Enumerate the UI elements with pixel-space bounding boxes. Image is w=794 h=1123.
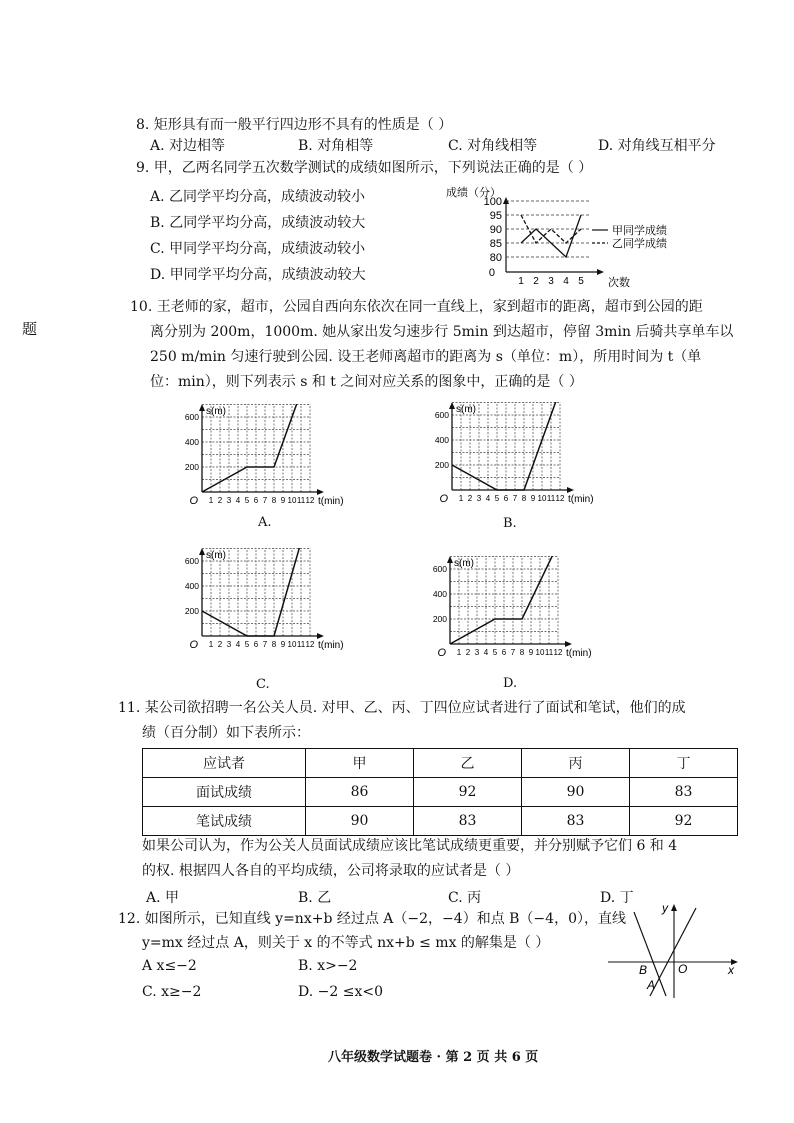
q12-option-d: D. −2 ≤x<0 (298, 984, 383, 1000)
x-tick-label: 12 (305, 496, 315, 505)
q9-score-chart (440, 182, 740, 290)
x-tick-label: 5 (244, 640, 250, 649)
table-cell: 笔试成绩 (143, 807, 306, 836)
x-axis-arrow (565, 641, 572, 647)
q10-stem-line4: 位：min），则下列表示 s 和 t 之间对应关系的图象中，正确的是（ ） (150, 374, 583, 390)
x-tick-label: 12 (305, 640, 315, 649)
y-axis-label: s(m) (206, 550, 226, 561)
x-tick-label: 6 (501, 648, 507, 657)
q9-y-axis-label: 成绩（分） (446, 187, 501, 199)
q11-option-b: B. 乙 (298, 890, 332, 906)
q9-x-tick-label: 1 (518, 276, 524, 287)
y-tick-label: 400 (434, 435, 449, 445)
y-tick-label: 200 (184, 606, 199, 616)
x-axis-arrow (317, 633, 324, 639)
q9-y-zero: 0 (488, 267, 495, 279)
q11-score-table (142, 748, 738, 836)
q11-stem-line1: 11. 某公司欲招聘一名公关人员. 对甲、乙、丙、丁四位应试者进行了面试和笔试，他们的成 (118, 700, 686, 716)
x-axis-label: t(min) (318, 640, 344, 651)
x-tick-label: 7 (262, 496, 268, 505)
y-axis-label: s(m) (454, 558, 474, 569)
table-row (143, 778, 738, 807)
q9-option-b: B. 乙同学平均分高，成绩波动较大 (150, 215, 366, 231)
q10-graph-a (172, 404, 362, 516)
table-cell: 83 (522, 807, 630, 836)
q10-graph-a-label: A. (258, 515, 272, 530)
x-tick-label: 2 (465, 648, 471, 657)
q8-option-d: D. 对角线互相平分 (598, 138, 716, 154)
q12-point-a-label: A (647, 978, 656, 992)
q9-series-jia-line (521, 215, 581, 257)
q11-option-c: C. 丙 (448, 890, 482, 906)
q9-y-tick-label: 85 (489, 238, 502, 250)
origin-label: O (439, 493, 448, 505)
q9-x-tick-label: 2 (533, 276, 539, 287)
q12-line-mx (650, 908, 696, 996)
x-axis-label: t(min) (318, 496, 344, 507)
x-tick-label: 3 (476, 494, 482, 503)
table-cell: 面试成绩 (143, 778, 306, 807)
x-tick-label: 11 (544, 648, 554, 657)
table-header-cell: 乙 (414, 749, 522, 778)
q9-y-tick-label: 90 (489, 224, 502, 236)
q12-figure (604, 900, 744, 1000)
table-header-cell: 丁 (630, 749, 738, 778)
q9-option-d: D. 甲同学平均分高，成绩波动较大 (150, 267, 366, 283)
x-tick-label: 2 (217, 496, 223, 505)
x-tick-label: 11 (546, 494, 556, 503)
y-tick-label: 600 (184, 412, 199, 422)
q10-stem-line2: 离分别为 200m，1000m. 她从家出发匀速步行 5min 到达超市，停留 3min 后骑共享单车以 (150, 324, 734, 340)
q9-stem: 9. 甲，乙两名同学五次数学测试的成绩如图所示，下列说法正确的是（ ） (136, 160, 593, 176)
x-tick-label: 3 (226, 496, 232, 505)
table-cell: 92 (630, 807, 738, 836)
x-tick-label: 5 (244, 496, 250, 505)
table-cell: 83 (630, 778, 738, 807)
x-axis-arrow (567, 487, 574, 493)
q12-y-arrow (671, 904, 677, 911)
q11-after-line1: 如果公司认为，作为公关人员面试成绩应该比笔试成绩更重要，并分别赋予它们 6 和 4 (142, 838, 678, 854)
x-axis-label: t(min) (566, 648, 592, 659)
margin-char: 题 (22, 320, 38, 338)
q9-x-tick-label: 5 (578, 276, 584, 287)
q10-graph-d (420, 556, 610, 668)
q10-graph-b (422, 402, 612, 514)
origin-label: O (189, 639, 198, 651)
q9-y-tick-label: 100 (483, 196, 502, 208)
y-tick-label: 200 (432, 614, 447, 624)
x-tick-label: 10 (535, 648, 545, 657)
x-tick-label: 4 (485, 494, 491, 503)
q10-stem-line3: 250 m/min 匀速行驶到公园. 设王老师离超市的距离为 s（单位：m），所用时间为 t（单 (150, 349, 702, 365)
q9-x-tick-label: 3 (548, 276, 554, 287)
table-header-cell: 甲 (306, 749, 414, 778)
y-axis-label: s(m) (456, 404, 476, 415)
q12-option-c: C. x≥−2 (142, 984, 202, 1000)
x-tick-label: 7 (510, 648, 516, 657)
x-tick-label: 9 (280, 496, 286, 505)
x-tick-label: 4 (483, 648, 489, 657)
table-row (143, 807, 738, 836)
table-cell: 90 (306, 807, 414, 836)
y-tick-label: 200 (434, 460, 449, 470)
q9-option-c: C. 甲同学平均分高，成绩波动较小 (150, 241, 366, 257)
y-tick-label: 600 (434, 410, 449, 420)
x-tick-label: 3 (474, 648, 480, 657)
q10-graph-c (172, 548, 362, 660)
q9-y-tick-label: 95 (489, 210, 502, 222)
q10-graph-b-label: B. (503, 516, 517, 531)
q9-y-arrow (503, 197, 509, 204)
q12-stem-line2: y=mx 经过点 A，则关于 x 的不等式 nx+b ≤ mx 的解集是（ ） (142, 935, 550, 951)
x-tick-label: 6 (253, 640, 259, 649)
x-tick-label: 7 (512, 494, 518, 503)
x-tick-label: 12 (553, 648, 563, 657)
x-tick-label: 11 (296, 496, 306, 505)
q9-x-tick-label: 4 (563, 276, 569, 287)
x-tick-label: 3 (226, 640, 232, 649)
x-tick-label: 1 (208, 496, 214, 505)
page-footer: 八年级数学试题卷 · 第 2 页 共 6 页 (328, 1050, 539, 1065)
x-tick-label: 6 (253, 496, 259, 505)
x-tick-label: 5 (494, 494, 500, 503)
q10-graph-c-label: C. (256, 677, 270, 692)
table-cell: 83 (414, 807, 522, 836)
q9-x-axis-label: 次数 (608, 277, 630, 289)
x-tick-label: 10 (287, 496, 297, 505)
q11-after-line2: 的权. 根据四人各自的平均成绩，公司将录取的应试者是（ ） (142, 863, 520, 879)
q12-point-b-label: B (639, 963, 648, 977)
q10-stem-line1: 10. 王老师的家，超市，公园自西向东依次在同一直线上，家到超市的距离，超市到公园的距 (130, 299, 703, 315)
q12-origin-label: O (678, 962, 688, 976)
y-axis-label: s(m) (206, 406, 226, 417)
q12-x-label: x (728, 963, 734, 977)
table-header-cell: 丙 (522, 749, 630, 778)
origin-label: O (189, 495, 198, 507)
q9-legend-entry: 甲同学成绩 (612, 225, 667, 237)
x-tick-label: 12 (555, 494, 565, 503)
x-tick-label: 4 (235, 496, 241, 505)
x-tick-label: 9 (528, 648, 534, 657)
x-axis-label: t(min) (568, 494, 594, 505)
y-axis-arrow (199, 548, 205, 555)
y-tick-label: 400 (432, 589, 447, 599)
q8-option-b: B. 对角相等 (298, 138, 374, 154)
q10-graph-d-label: D. (503, 676, 518, 691)
y-axis-arrow (447, 556, 453, 563)
x-tick-label: 8 (519, 648, 525, 657)
q11-option-d: D. 丁 (600, 890, 634, 906)
q9-x-arrow (597, 269, 604, 275)
q12-y-label: y (662, 901, 668, 915)
y-tick-label: 200 (184, 462, 199, 472)
q8-option-a: A. 对边相等 (150, 138, 226, 154)
q9-y-tick-label: 80 (489, 252, 502, 264)
y-tick-label: 400 (184, 437, 199, 447)
x-tick-label: 9 (530, 494, 536, 503)
x-tick-label: 6 (503, 494, 509, 503)
x-tick-label: 1 (456, 648, 462, 657)
q8-stem: 8. 矩形具有而一般平行四边形不具有的性质是（ ） (136, 117, 453, 133)
x-tick-label: 1 (208, 640, 214, 649)
table-cell: 90 (522, 778, 630, 807)
y-tick-label: 600 (184, 556, 199, 566)
x-tick-label: 5 (492, 648, 498, 657)
q9-legend-entry: 乙同学成绩 (612, 238, 667, 250)
y-tick-label: 400 (184, 581, 199, 591)
x-tick-label: 8 (521, 494, 527, 503)
x-tick-label: 10 (537, 494, 547, 503)
y-tick-label: 600 (432, 564, 447, 574)
q11-stem-line2: 绩（百分制）如下表所示： (142, 725, 310, 741)
q12-option-a: A x≤−2 (142, 958, 197, 974)
x-tick-label: 4 (235, 640, 241, 649)
table-cell: 86 (306, 778, 414, 807)
x-tick-label: 8 (271, 640, 277, 649)
q12-stem-line1: 12. 如图所示，已知直线 y=nx+b 经过点 A（−2，−4）和点 B（−4，0），直线 (118, 911, 626, 927)
origin-label: O (437, 647, 446, 659)
x-tick-label: 2 (467, 494, 473, 503)
x-tick-label: 8 (271, 496, 277, 505)
table-header-cell: 应试者 (143, 749, 306, 778)
q11-option-a: A. 甲 (146, 890, 180, 906)
x-tick-label: 10 (287, 640, 297, 649)
table-cell: 92 (414, 778, 522, 807)
x-tick-label: 7 (262, 640, 268, 649)
y-axis-arrow (449, 402, 455, 409)
q12-option-b: B. x>−2 (298, 958, 358, 974)
x-axis-arrow (317, 489, 324, 495)
y-axis-arrow (199, 404, 205, 411)
q9-option-a: A. 乙同学平均分高，成绩波动较小 (150, 189, 366, 205)
x-tick-label: 9 (280, 640, 286, 649)
x-tick-label: 2 (217, 640, 223, 649)
q8-option-c: C. 对角线相等 (448, 138, 538, 154)
x-tick-label: 11 (296, 640, 306, 649)
table-header-row (143, 749, 738, 778)
x-tick-label: 1 (458, 494, 464, 503)
